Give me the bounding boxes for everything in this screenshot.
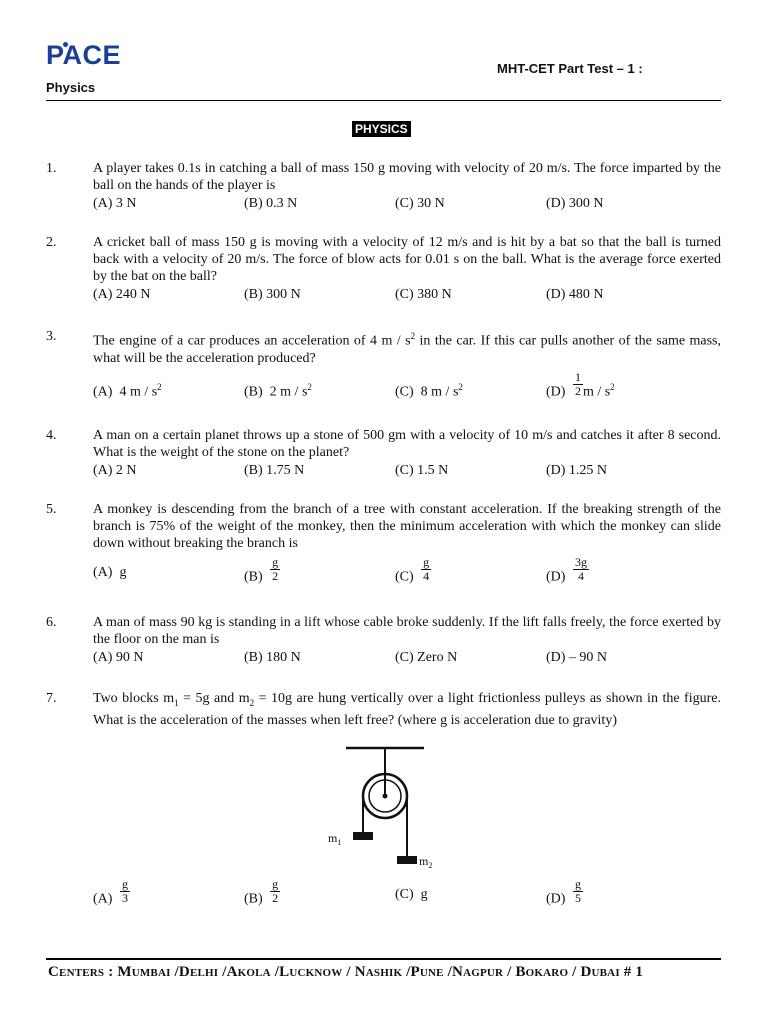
option-c: (C) 30 N — [395, 196, 445, 211]
question-text: A man of mass 90 kg is standing in a lift whose cable broke suddenly. If the lift falls freely, the force exerted by the floor on the man is — [93, 615, 721, 647]
question-number: 4. — [46, 428, 57, 443]
option-d: (D) 300 N — [546, 196, 604, 211]
option-d: (D) – 90 N — [546, 650, 608, 665]
question-2 — [46, 234, 721, 306]
question-number: 2. — [46, 235, 57, 250]
options — [93, 462, 721, 482]
option-a: (A) 90 N — [93, 650, 144, 665]
block-m2 — [397, 856, 417, 864]
pulley-figure — [320, 744, 450, 874]
question-number: 7. — [46, 691, 57, 706]
question-4 — [46, 427, 721, 482]
question-5 — [46, 501, 721, 591]
pace-logo: PACE — [46, 40, 122, 70]
question-1 — [46, 160, 721, 215]
question-text: A man on a certain planet throws up a stone of 500 gm with a velocity of 10 m/s and catches it after 8 second. What is the weight of the stone on the planet? — [93, 428, 721, 460]
subject-label: Physics — [46, 80, 96, 95]
option-a: (A) 3 N — [93, 196, 137, 211]
option-a: (A) $\frac{g}{3}$ — [93, 877, 128, 907]
option-c: (C) 8 m / $s^2$ — [395, 381, 463, 400]
question-text: The engine of a car produces an acceleration of 4 m / $s^2$ in the car. If this car pulls another of the same mass, what will be the acceleration produced? — [93, 331, 721, 366]
question-3 — [46, 328, 721, 406]
option-b: (B) 0.3 N — [244, 196, 298, 211]
option-d: (D) $\frac{g}{5}$ — [546, 877, 581, 907]
options — [93, 370, 721, 406]
footer-divider — [46, 958, 721, 960]
label-m1: $m_1$ — [328, 831, 342, 847]
question-text: A cricket ball of mass 150 g is moving with a velocity of 12 m/s and is hit by a bat so that the ball is turned back with a velocity of 20 m/s. The force of blow acts for 0.01 s on the ball. What is the average force exerted by the bat on the ball? — [93, 235, 721, 284]
footer-centers: Centers : Mumbai /Delhi /Akola /Lucknow / Nashik /Pune /Nagpur / Bokaro / Dubai # 1 — [48, 964, 644, 980]
option-d: (D) 1.25 N — [546, 463, 608, 478]
option-c: (C) 1.5 N — [395, 463, 449, 478]
option-b: (B) 2 m / $s^2$ — [244, 381, 312, 400]
options — [93, 555, 721, 591]
pulley-axle — [383, 794, 388, 799]
option-c: (C) 380 N — [395, 287, 452, 302]
label-m2: $m_2$ — [419, 854, 433, 870]
options — [93, 286, 721, 306]
option-d: (D) $\frac{3g}{4}$ — [546, 555, 587, 585]
header-divider — [46, 100, 721, 101]
question-7 — [46, 690, 721, 729]
option-a: (A) 240 N — [93, 287, 151, 302]
question-number: 5. — [46, 502, 57, 517]
question-text: Two blocks $m_1 = 5g$ and $m_2 = 10g$ are hung vertically over a light frictionless pulleys as shown in the figure. What is the acceleration of the masses when left free? (where g is acceleration due to gravity) — [93, 691, 721, 728]
options — [93, 877, 721, 913]
option-a: (A) 4 m / $s^2$ — [93, 381, 162, 400]
option-c: (C) g — [395, 887, 428, 902]
option-c: (C) Zero N — [395, 650, 458, 665]
option-b: (B) 180 N — [244, 650, 301, 665]
question-7-options — [46, 874, 721, 913]
options — [93, 649, 721, 669]
option-b: (B) 300 N — [244, 287, 301, 302]
question-6 — [46, 614, 721, 669]
section-title: PHYSICS — [352, 121, 411, 137]
option-d: (D) $\frac{1}{2}$ m / $s^2$ — [546, 369, 615, 400]
question-number: 6. — [46, 615, 57, 630]
option-d: (D) 480 N — [546, 287, 604, 302]
question-number: 3. — [46, 329, 57, 344]
option-b: (B) 1.75 N — [244, 463, 305, 478]
options — [93, 195, 721, 215]
question-number: 1. — [46, 161, 57, 176]
block-m1 — [353, 832, 373, 840]
option-c: (C) $\frac{g}{4}$ — [395, 555, 430, 585]
option-b: (B) $\frac{g}{2}$ — [244, 877, 279, 907]
option-a: (A) 2 N — [93, 463, 137, 478]
option-b: (B) $\frac{g}{2}$ — [244, 555, 279, 585]
question-text: A monkey is descending from the branch of a tree with constant acceleration. If the breaking strength of the branch is 75% of the weight of the monkey, then the minimum acceleration with which the monkey can slide down without breaking the branch is — [93, 502, 721, 551]
option-a: (A) g — [93, 565, 127, 580]
test-title: MHT-CET Part Test – 1 : — [497, 61, 643, 76]
question-text: A player takes 0.1s in catching a ball of mass 150 g moving with velocity of 20 m/s. The force imparted by the ball on the hands of the player is — [93, 161, 721, 193]
